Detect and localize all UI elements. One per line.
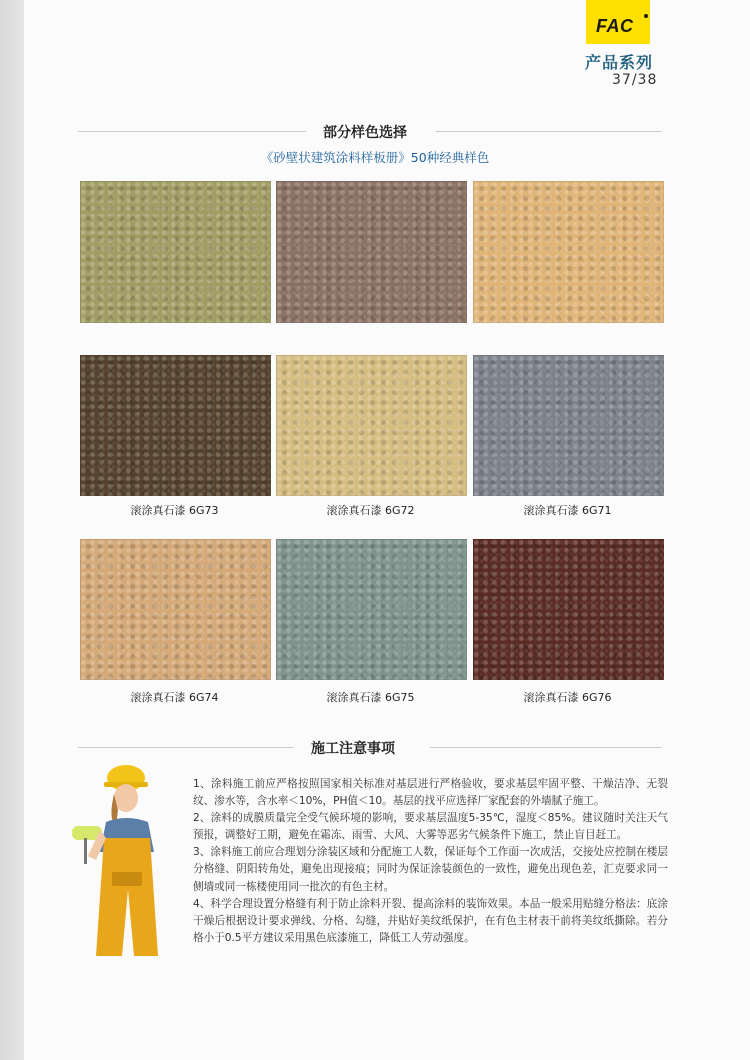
section-rule-right — [436, 131, 662, 132]
samples-subtitle: 《砂壁状建筑涂料样板册》50种经典样色 — [260, 150, 490, 165]
construction-notes — [193, 776, 668, 947]
painter-illustration — [72, 760, 180, 960]
color-swatch — [276, 539, 467, 680]
series-title: 产品系列 — [585, 53, 654, 72]
face — [114, 784, 138, 812]
section-rule-left — [78, 747, 294, 748]
swatch-caption: 滚涂真石漆 6G72 — [326, 504, 415, 517]
section-rule-left — [78, 131, 306, 132]
samples-title: 部分样色选择 — [323, 125, 407, 141]
brand-mark-dot — [644, 14, 648, 18]
section-rule-right — [430, 747, 662, 748]
note-3: 3、涂料施工前应合理划分涂装区域和分配施工人数，保证每个工作面一次成活，交接处应控制在楼层分格缝、阴阳转角处，避免出现接痕；同时为保证涂装颜色的一致性，避免出现色差，汇克要求同一侧墙或同一栋楼使用同一批次的有色主材。 — [193, 846, 668, 893]
color-swatch — [80, 355, 271, 496]
page-number: 37/38 — [612, 72, 658, 88]
color-swatch — [276, 355, 467, 496]
note-4: 4、科学合理设置分格缝有利于防止涂料开裂、提高涂料的装饰效果。本品一般采用贴缝分格法：底涂干燥后根据设计要求弹线、分格、勾缝，并贴好美纹纸保护，在有色主材表干前将美纹纸撕除。若分格小于0.5平方建议采用黑色底漆施工，降低工人劳动强度。 — [193, 897, 668, 944]
swatch-caption: 滚涂真石漆 6G73 — [130, 504, 219, 517]
color-swatch — [80, 181, 271, 323]
swatch-caption: 滚涂真石漆 6G76 — [523, 691, 612, 704]
color-swatch — [80, 539, 271, 680]
swatch-caption: 滚涂真石漆 6G71 — [523, 504, 612, 517]
color-swatch — [473, 355, 664, 496]
brand-logo: FAC — [596, 16, 634, 36]
overalls — [96, 838, 158, 956]
note-1: 1、涂料施工前应严格按照国家相关标准对基层进行严格验收，要求基层牢固平整、干燥洁净、无裂纹、渗水等，含水率＜10%，PH值＜10。基层的找平应选择厂家配套的外墙腻子施工。 — [193, 778, 668, 808]
construction-title: 施工注意事项 — [311, 741, 395, 757]
note-2: 2、涂料的成膜质量完全受气候环境的影响，要求基层温度5-35℃，湿度＜85%。建议随时关注天气预报，调整好工期，避免在霜冻、雨雪、大风、大雾等恶劣气候条件下施工，禁止盲目赶工。 — [193, 812, 668, 842]
color-swatch — [473, 539, 664, 680]
color-swatch — [276, 181, 467, 323]
swatch-caption: 滚涂真石漆 6G74 — [130, 691, 219, 704]
swatch-caption: 滚涂真石漆 6G75 — [326, 691, 415, 704]
color-swatch — [473, 181, 664, 323]
